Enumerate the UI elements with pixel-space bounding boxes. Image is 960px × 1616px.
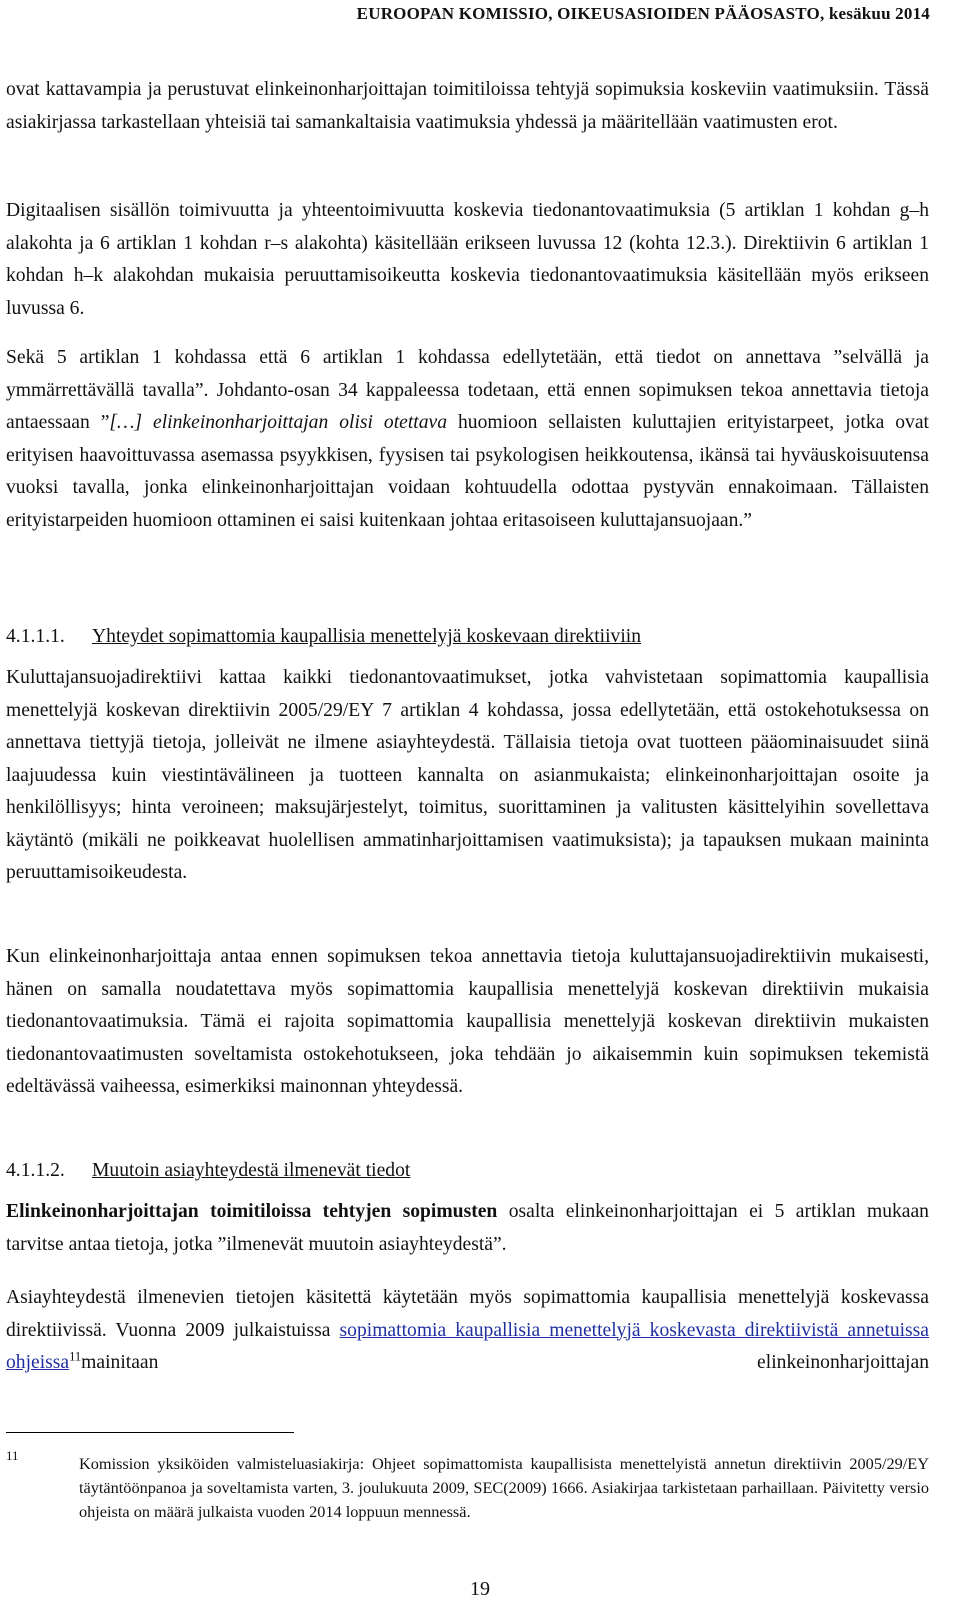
paragraph-digital-content [6, 195, 929, 325]
footnote-reference[interactable]: 11 [69, 1349, 82, 1364]
section-number: 4.1.1.1. [6, 626, 65, 647]
paragraph-text: Digitaalisen sisällön toimivuutta ja yhteentoimivuutta koskevia tiedonantovaatimuksia (5 artiklan 1 kohdan g–h alakohta ja 6 artiklan 1 kohdan r–s alakohta) käsitellään erikseen luvussa 12 (kohta 12.3.). Direktiivin 6 artiklan 1 kohdan h–k alakohdan mukaisia peruuttamisoikeutta koskevia tiedonantovaatimuksia käsitellään myös erikseen luvussa 6. [6, 200, 929, 319]
footnote-number: 11 [6, 1448, 19, 1463]
paragraph-text [6, 1196, 929, 1261]
section-number: 4.1.1.2. [6, 1160, 65, 1181]
paragraph-text-part: mainitaan elinkeinonharjoittajan [81, 1352, 929, 1373]
bold-lead-text: Elinkeinonharjoittajan toimitiloissa tehtyjen sopimusten [6, 1201, 498, 1222]
footnote-separator [6, 1432, 294, 1433]
paragraph-consumer-directive [6, 662, 929, 890]
paragraph-text-part: Sekä 5 artiklan 1 kohdassa että 6 artiklan 1 kohdassa edellytetään, että tiedot on annettava ”selvällä ja ymmärrettävällä tavalla”. Johdanto-osan 34 kappaleessa todetaan, että ennen sopimuksen tekoa annettavia tietoja antaessaan ” [6, 347, 929, 433]
paragraph-context [6, 1282, 929, 1380]
paragraph-text-part: osalta elinkeinonharjoittajan ei 5 artiklan mukaan tarvitse antaa tietoja, jotka ”ilmenevät muutoin asiayhteydestä”. [6, 1201, 929, 1255]
running-header: EUROOPAN KOMISSIO, OIKEUSASIOIDEN PÄÄOSASTO, kesäkuu 2014 [356, 4, 930, 23]
paragraph-trader-information [6, 941, 929, 1104]
section-heading-4-1-1-2 [6, 1156, 410, 1186]
section-title: Yhteydet sopimattomia kaupallisia menettelyjä koskevaan direktiiviin [92, 626, 642, 647]
paragraph-text: Kuluttajansuojadirektiivi kattaa kaikki tiedonantovaatimukset, jotka vahvistetaan sopimattomia kaupallisia menettelyjä koskevan direktiivin 2005/29/EY 7 artiklan 4 kohdassa, jossa edellytetään, että ostokehotuksessa on annettava tiettyjä tietoja, jolleivät ne ilmene asiayhteydestä. Tällaisia tietoja ovat tuotteen pääominaisuudet siinä laajuudessa kuin viestintävälineen ja tuotteen kannalta on asianmukaista; elinkeinonharjoittajan osoite ja henkilöllisyys; hinta veroineen; maksujärjestelyt, toimitus, suorittaminen ja valitusten käsittelyihin sovellettava käytäntö (mikäli ne poikkeavat huolellisen ammatinharjoittamisen vaatimuksista); ja tapauksen mukaan maininta peruuttamisoikeudesta. [6, 667, 929, 883]
section-title: Muutoin asiayhteydestä ilmenevät tiedot [92, 1160, 411, 1181]
footnote-text: Komission yksiköiden valmisteluasiakirja: Ohjeet sopimattomista kaupallisista menettelyistä annetun direktiivin 2005/29/EY täytäntöönpanoa ja soveltamista varten, 3. joulukuuta 2009, SEC(2009) 1666. Asiakirjaa tarkistetaan parhaillaan. Päivitetty versio ohjeista on määrä julkaista vuoden 2014 loppuun mennessä. [79, 1454, 929, 1521]
paragraph-business-premises [6, 1196, 929, 1261]
paragraph-text: ovat kattavampia ja perustuvat elinkeinonharjoittajan toimitiloissa tehtyjä sopimuksia koskeviin vaatimuksiin. Tässä asiakirjassa tarkastellaan yhteisiä tai samankaltaisia vaatimuksia yhdessä ja määritellään vaatimusten erot. [6, 79, 929, 133]
section-heading-4-1-1-1 [6, 622, 641, 652]
paragraph-intro [6, 74, 929, 139]
page-number: 19 [470, 1578, 490, 1600]
quoted-italic-text: […] elinkeinonharjoittajan olisi otettava [109, 412, 448, 433]
paragraph-clear-manner [6, 342, 929, 537]
paragraph-text [6, 342, 929, 537]
paragraph-text [6, 1282, 929, 1380]
paragraph-text: Kun elinkeinonharjoittaja antaa ennen sopimuksen tekoa annettavia tietoja kuluttajansuojadirektiivin mukaisesti, hänen on samalla noudatettava myös sopimattomia kaupallisia menettelyjä koskevan direktiivin mukaisia tiedonantovaatimuksia. Tämä ei rajoita sopimattomia kaupallisia menettelyjä koskevan direktiivin mukaisten tiedonantovaatimusten soveltamista ostokehotukseen, joka tehdään jo aikaisemmin kuin sopimuksen tekemistä edeltävässä vaiheessa, esimerkiksi mainonnan yhteydessä. [6, 946, 929, 1097]
paragraph-text-part: huomioon sellaisten kuluttajien erityistarpeet, jotka ovat erityisen haavoittuvassa asemassa psyykkisen, fyysisen tai psykologisen heikkoutensa, ikänsä tai hyväuskoisuutensa vuoksi tavalla, jonka elinkeinonharjoittajan voidaan kohtuudella odottaa pystyvän ennakoimaan. Tällaisten erityistarpeiden huomioon ottaminen ei saisi kuitenkaan johtaa eritasoiseen kuluttajansuojaan.” [6, 412, 929, 531]
paragraph-text-part: Asiayhteydestä ilmenevien tietojen käsitettä käytetään myös sopimattomia kaupallisia menettelyjä koskevassa direktiivissä. Vuonna 2009 julkaistuissa [6, 1287, 929, 1341]
guidance-document-link[interactable]: sopimattomia kaupallisia menettelyjä koskevasta direktiivistä annetuissa ohjeissa [6, 1319, 930, 1373]
